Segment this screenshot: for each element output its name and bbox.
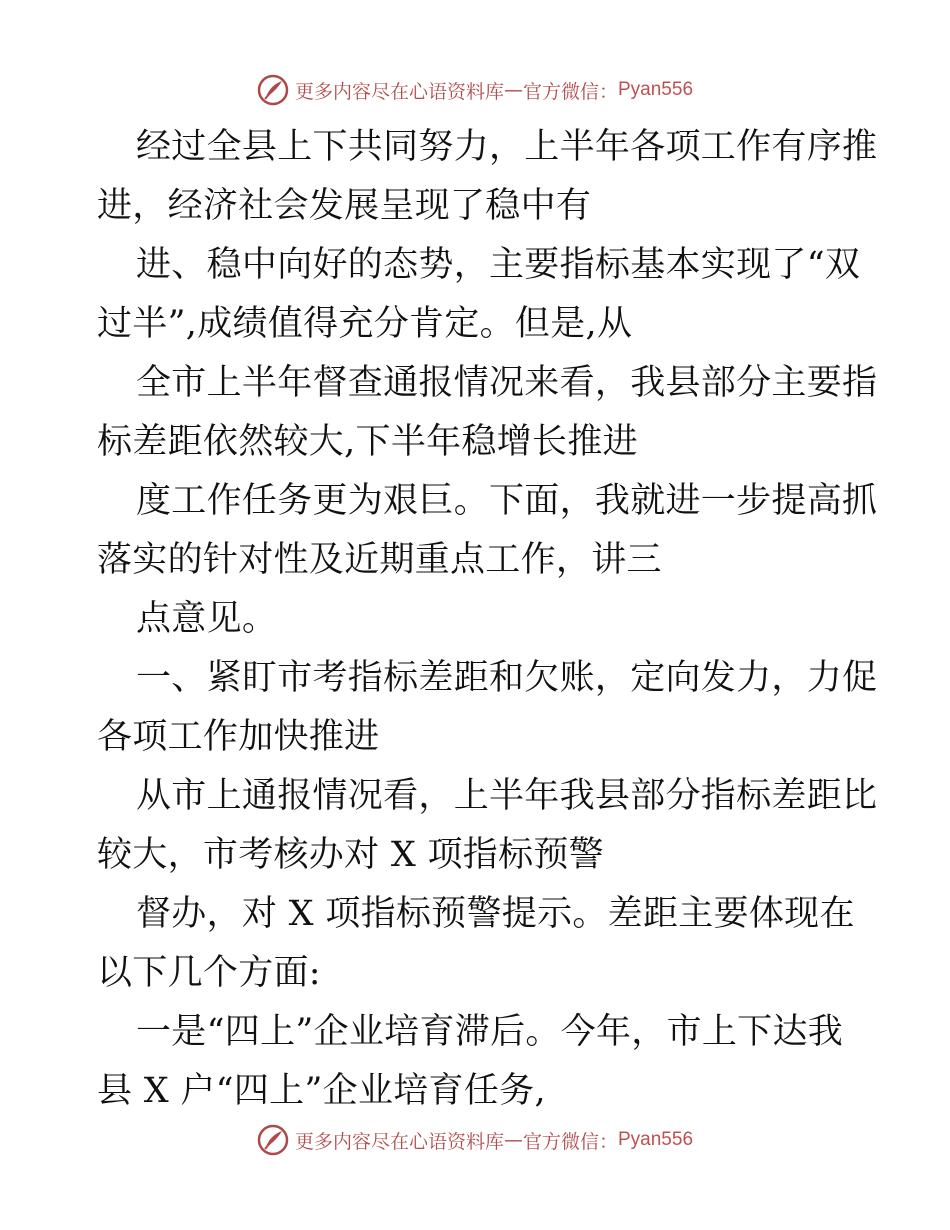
text-line: 度工作任务更为艰巨。下面，我就进一步提高抓 (136, 481, 878, 521)
quill-logo-icon (257, 74, 289, 106)
text-line: 一是“四上”企业培育滞后。今年，市上下达我 (136, 1012, 844, 1052)
text-line: 进、稳中向好的态势，主要指标基本实现了“双 (136, 245, 861, 285)
text-line: 县 X 户“四上”企业培育任务, (97, 1071, 546, 1111)
watermark-contact-id: Pyan556 (618, 1129, 694, 1150)
text-line: 标差距依然较大,下半年稳增长推进 (97, 422, 638, 462)
document-body (97, 118, 878, 1121)
text-line: 以下几个方面: (97, 953, 321, 993)
text-line: 一、紧盯市考指标差距和欠账，定向发力，力促 (136, 658, 878, 698)
text-line: 督办，对 X 项指标预警提示。差距主要体现在 (136, 894, 855, 934)
text-line: 落实的针对性及近期重点工作，讲三 (97, 540, 662, 580)
text-line: 各项工作加快推进 (97, 717, 380, 757)
watermark-separator: — (503, 79, 523, 101)
quill-logo-icon (257, 1124, 289, 1156)
footer-watermark (0, 1120, 950, 1160)
header-watermark (0, 70, 950, 110)
watermark-contact-label: 官方微信： (522, 80, 618, 103)
text-line: 进，经济社会发展呈现了稳中有 (97, 186, 592, 226)
text-line: 经过全县上下共同努力，上半年各项工作有序推 (136, 127, 878, 167)
text-line: 从市上通报情况看，上半年我县部分指标差距比 (136, 776, 878, 816)
watermark-contact-label: 官方微信： (522, 1130, 618, 1153)
watermark-separator: — (503, 1129, 523, 1151)
watermark-contact-id: Pyan556 (618, 79, 694, 100)
watermark-text: 更多内容尽在心语资料库 (294, 80, 504, 103)
text-line: 点意见。 (136, 599, 278, 639)
watermark-text: 更多内容尽在心语资料库 (294, 1130, 504, 1153)
text-line: 全市上半年督查通报情况来看，我县部分主要指 (136, 363, 878, 403)
text-line: 过半”,成绩值得充分肯定。但是,从 (97, 304, 633, 344)
text-line: 较大，市考核办对 X 项指标预警 (97, 835, 604, 875)
